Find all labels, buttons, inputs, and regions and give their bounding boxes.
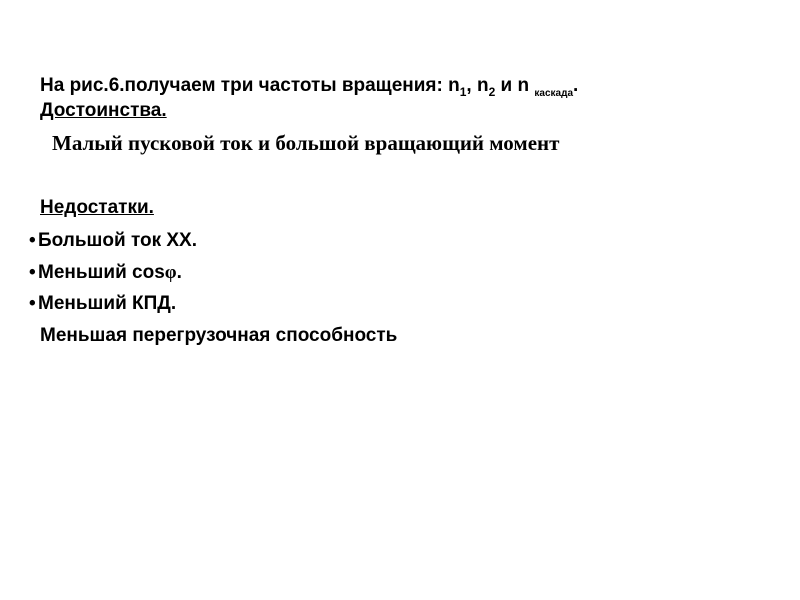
disadvantage-text-end: .: [176, 262, 182, 283]
frequencies-sep-1: , n: [466, 75, 489, 96]
advantage-text: Малый пусковой ток и большой вращающий момент: [52, 131, 560, 155]
subscript-1: 1: [459, 85, 467, 99]
disadvantages-heading: Недостатки.: [40, 197, 154, 218]
frequencies-text: На рис.6.получаем три частоты вращения: n: [40, 75, 460, 96]
disadvantage-item: [29, 292, 176, 316]
frequencies-line: [40, 74, 578, 101]
bullet: •: [29, 293, 36, 314]
phi-symbol: φ: [164, 262, 177, 283]
subscript-cascade: каскада: [534, 88, 574, 99]
disadvantage-item: [29, 261, 182, 285]
disadvantage-text: Меньший cos: [38, 262, 165, 283]
bullet: •: [29, 230, 36, 251]
overload-text: Меньшая перегрузочная способность: [40, 325, 398, 346]
advantages-heading: Достоинства.: [40, 100, 167, 121]
disadvantage-text: Меньший КПД.: [38, 293, 177, 314]
disadvantage-text: Большой ток ХХ.: [38, 230, 198, 251]
frequencies-sep-2: и n: [495, 75, 535, 96]
bullet: •: [29, 262, 36, 283]
subscript-2: 2: [488, 85, 496, 99]
frequencies-end: .: [573, 75, 579, 96]
disadvantage-item: [29, 229, 197, 253]
